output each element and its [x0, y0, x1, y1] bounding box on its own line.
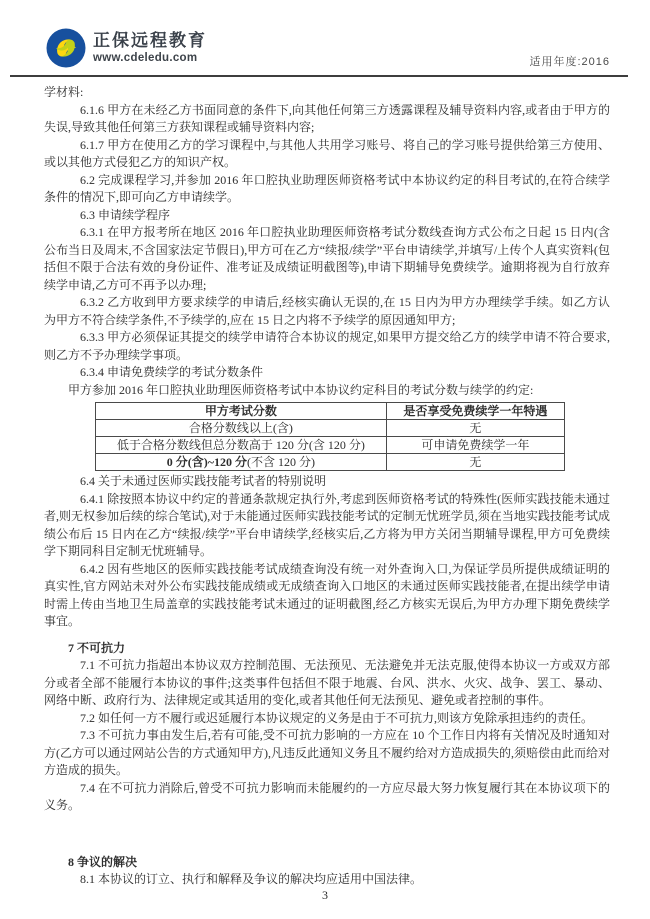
- clause-6-3-3: 6.3.3 甲方必须保证其提交的续学申请符合本协议的规定,如果甲方提交给乙方的续学申请不符合要求,则乙方不予办理续学事项。: [44, 330, 610, 362]
- score-table: [95, 402, 565, 471]
- brand-website: www.cdeledu.com: [93, 52, 198, 65]
- clause-6-3-2: 6.3.2 乙方收到甲方要求续学的申请后,经核实确认无误的,在 15 日内为甲方办理续学手续。如乙方认为甲方不符合续学条件,不予续学的,应在 15 日之内将不予续学的原因通知甲方;: [44, 295, 610, 327]
- eligibility-column-header: 是否享受免费续学一年特遇: [386, 403, 564, 420]
- section-7-heading: 7 不可抗力: [68, 640, 126, 655]
- brand-text-block: [93, 32, 207, 65]
- brand-name: 正保远程教育: [93, 30, 207, 50]
- clause-6-1-7: 6.1.7 甲方在使用乙方的学习课程中,与其他人共用学习账号、将自己的学习账号提供给第三方使用、或以其他方式侵犯乙方的知识产权。: [44, 137, 610, 169]
- clause-8-1: 8.1 本协议的订立、执行和解释及争议的解决均应适用中国法律。: [80, 872, 423, 886]
- clause-6-4-1: 6.4.1 除按照本协议中约定的普通条款规定执行外,考虑到医师资格考试的特殊性(医师实践技能未通过者,则无权参加后续的综合笔试),对于未能通过医师实践技能考试的定制无忧班学员,须在当地实践技能考试成绩公布后 15 日内在乙方“续报/续学”平台申请续学,经核实后,乙方将为甲方关闭当期辅导课程,甲方可免费续学下期同科目定制无忧班辅导。: [44, 491, 610, 558]
- clause-7-3: 7.3 不可抗力事由发生后,若有可能,受不可抗力影响的一方应在 10 个工作日内将有关情况及时通知对方(乙方可以通过网站公告的方式通知甲方),凡违反此通知义务且不履约给对方造成损失的,须赔偿由此而给对方造成的损失。: [44, 728, 610, 777]
- header-divider: [10, 75, 628, 77]
- clause-7-2: 7.2 如任何一方不履行或迟延履行本协议规定的义务是由于不可抗力,则该方免除承担违约的责任。: [80, 710, 594, 725]
- applicable-year-label: 适用年度:2016: [529, 56, 610, 68]
- brand-logo-icon: [46, 28, 86, 68]
- score-cell: 低于合格分数线但总分数高于 120 分(含 120 分): [96, 437, 387, 454]
- eligibility-cell: 可申请免费续学一年: [386, 437, 564, 454]
- clause-6-1-6: 6.1.6 甲方在未经乙方书面同意的条件下,向其他任何第三方透露课程及辅导资料内容,或者由于甲方的失误,导致其他任何第三方获知课程或辅导资料内容;: [44, 102, 610, 134]
- eligibility-cell: 无: [386, 454, 564, 471]
- clause-7-1: 7.1 不可抗力指超出本协议双方控制范围、无法预见、无法避免并无法克服,使得本协议一方或双方部分或者全部不能履行本协议的事件;这类事件包括但不限于地震、台风、洪水、火灾、战争、罢工、暴动、网络中断、政府行为、法律规定或其适用的变化,或者其他任何无法预见、避免或者控制的事件。: [44, 658, 610, 707]
- score-range-bold: 0 分(含)~120 分: [166, 455, 247, 469]
- brand-logo: [46, 28, 207, 68]
- score-range-rest: (不含 120 分): [247, 455, 315, 469]
- clause-6-3-heading: 6.3 申请续学程序: [80, 207, 171, 222]
- score-column-header: 甲方考试分数: [96, 403, 387, 420]
- page-number: 3: [322, 888, 328, 902]
- clause-6-4-2: 6.4.2 因有些地区的医师实践技能考试成绩查询没有统一对外查询入口,为保证学员所提供成绩证明的真实性,官方网站未对外公布实践技能成绩或无成绩查询入口地区的未通过医师实践技能者,在提出续学申请时需上传由当地卫生局盖章的实践技能考试未通过的证明截图,经乙方核实无误后,为甲方办理下期免费续学事宜。: [44, 561, 610, 628]
- clause-6-2: 6.2 完成课程学习,并参加 2016 年口腔执业助理医师资格考试中本协议约定的科目考试的,在符合续学条件的情况下,即可向乙方申请续学。: [44, 172, 610, 204]
- clause-6-4-heading: 6.4 关于未通过医师实践技能考试者的特别说明: [80, 474, 327, 488]
- clause-7-4: 7.4 在不可抗力消除后,曾受不可抗力影响而未能履约的一方应尽最大努力恢复履行其在本协议项下的义务。: [44, 780, 610, 812]
- score-cell: 合格分数线以上(含): [96, 420, 387, 437]
- contract-body: [44, 84, 610, 889]
- table-row: [96, 420, 565, 437]
- score-table-header-row: [96, 403, 565, 420]
- score-table-intro: 甲方参加 2016 年口腔执业助理医师资格考试中本协议约定科目的考试分数与续学的约定:: [68, 382, 534, 397]
- section-8-heading: 8 争议的解决: [68, 854, 138, 869]
- table-row: [96, 437, 565, 454]
- eligibility-cell: 无: [386, 420, 564, 437]
- clause-6-3-4-heading: 6.3.4 申请免费续学的考试分数条件: [80, 365, 264, 379]
- page-header: [46, 28, 628, 72]
- table-row: [96, 454, 565, 471]
- clause-6-3-1: 6.3.1 在甲方报考所在地区 2016 年口腔执业助理医师资格考试分数线查询方式公布之日起 15 日内(含公布当日及周末,不含国家法定节假日),甲方可在乙方“续报/续学”平台申请续学,并填写/上传个人真实资料(包括但不限于合法有效的身份证件、准考证及成绩证明截图等),申请下期辅导免费续学。逾期将视为自行放弃续学申请,乙方可不再予以办理;: [44, 225, 610, 292]
- score-cell: [96, 454, 387, 471]
- continuation-fragment: 学材料:: [44, 85, 84, 99]
